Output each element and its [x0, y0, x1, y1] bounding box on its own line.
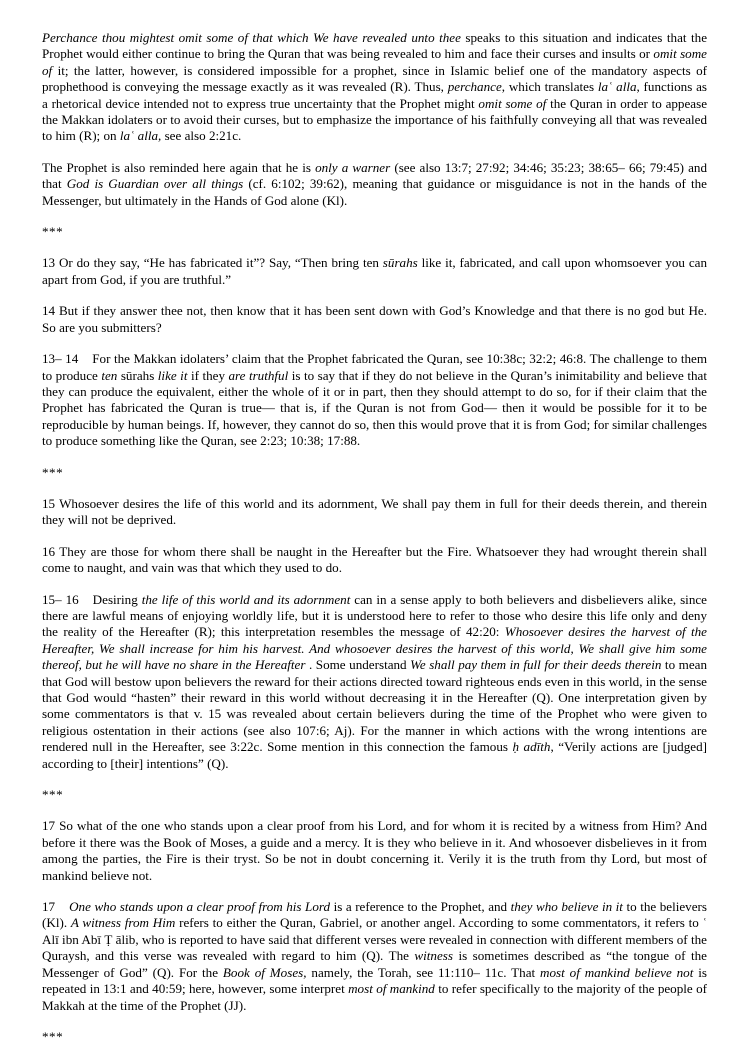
quoted-text: ten [101, 367, 118, 383]
quoted-text: witness [414, 948, 453, 964]
body-text: (cf. 6:102; 39:62), meaning that guidance or misguidance is not in the hands of the Messenger, but ultimately in the Hands of God alone (Kl). [42, 176, 707, 208]
body-text: 14 But if they answer thee not, then know that it has been sent down with God’s Knowledge and that there is no god but He. So are you submitters? [42, 303, 707, 335]
verse-paragraph [42, 544, 707, 577]
body-text: is to say that if they do not believe in the Quran’s inimitability and believe that they can produce the equivalent, either the whole of it or in part, then they should attempt to do so, for if their claim that the Prophet has fabricated the Quran is true— that is, if the Quran is not from God— then it would be possible for it to be reproducible by human beings. If, however, they cannot do so, then this would prove that it is from God; for similar challenges to produce something like the Quran, see 2:23; 10:38; 17:88. [42, 367, 707, 449]
quoted-text: We shall pay them in full for their deeds therein [410, 657, 662, 673]
quoted-text: God is Guardian over all things [66, 176, 244, 192]
quoted-text: One who stands upon a clear proof from his Lord [69, 899, 331, 915]
body-text: to mean that God will bestow upon believers the reward for their actions directed toward righteous ends even in this world, in the sense that God would “hasten” their reward in this world without decreasing it in the Hereafter (Q). One interpretation given by some commentators is that v. 15 was revealed about certain believers during the time of the Prophet who were given to religious ostentation in their actions (see also 107:6; Aj). For the manner in which actions with the wrong intentions are rendered null in the Hereafter, see 3:22c. Some mention in this connection the famous [42, 657, 707, 755]
section-separator: *** [42, 224, 64, 240]
commentary-paragraph [42, 351, 707, 449]
body-text: namely, the Torah, see 11:110– 11c. That [306, 964, 541, 980]
body-text: . Some understand [305, 657, 411, 673]
quoted-text: ḥ adīth [512, 739, 551, 755]
quoted-text: Perchance thou mightest omit some of that which We have revealed unto thee [42, 30, 461, 45]
body-text: to refer specifically to the majority of the people of Makkah at the time of the Prophet (JJ). [42, 981, 707, 1013]
quoted-text: most of mankind [348, 981, 435, 997]
verse-paragraph [42, 496, 707, 529]
body-text: can in a sense apply to both believers and disbelievers alike, since there are lawful means of enjoying worldly life, but it is understood here to refer to those who desire this life only and deny the reality of the Hereafter (R); this interpretation resembles the message of 42:20: [42, 591, 707, 640]
quoted-text: omit some of [42, 46, 707, 78]
quoted-text: Book of Moses, [222, 964, 307, 980]
body-text: if they [187, 367, 229, 383]
section-separator: *** [42, 1028, 64, 1044]
commentary-paragraph [42, 899, 707, 1014]
body-text: 13– 14 [42, 351, 79, 367]
commentary-paragraph [42, 30, 707, 145]
body-text: is repeated in 13:1 and 40:59; here, however, some interpret [42, 964, 707, 997]
quoted-text: sūrahs [382, 255, 418, 271]
document-content [42, 30, 707, 1045]
quoted-text: laʿ alla [597, 79, 637, 95]
body-text: Desiring [92, 591, 142, 607]
body-text: is sometimes described as “the tongue of the Messenger of God” (Q). For the [42, 948, 707, 980]
quoted-text: most of mankind believe not [540, 964, 694, 980]
body-text: 15– 16 [42, 591, 79, 607]
body-text: , which translates [501, 79, 598, 95]
body-text: 17 So what of the one who stands upon a clear proof from his Lord, and for whom it is recited by a witness from Him? And before it there was the Book of Moses, a guide and a mercy. It is they who believe in it. And whosoever disbelieves in it from among the parties, the Fire is their tryst. So be not in doubt concerning it. Verily it is the truth from thy Lord, but most of mankind believe not. [42, 818, 707, 883]
quoted-text: only a warner [315, 159, 391, 175]
quoted-text: the life of this world and its adornment [141, 591, 351, 607]
body-text: For the Makkan idolaters’ claim that the Prophet fabricated the Quran, see 10:38c; 32:2; 46:8. The challenge to them to produce [42, 351, 708, 383]
quoted-text: laʿ alla, [119, 128, 162, 144]
commentary-paragraph [42, 160, 707, 209]
section-separator: *** [42, 464, 64, 480]
quoted-text: like it [157, 367, 188, 383]
verse-paragraph [42, 255, 707, 288]
quoted-text: Whosoever desires the harvest of the Hereafter, We shall increase for him his harvest. And whosoever desires the harvest of this world, We shall give him some thereof, but he will have no share in the Hereafter [42, 624, 707, 673]
quoted-text: perchance [447, 79, 502, 95]
quoted-text: they who believe in it [510, 899, 623, 915]
verse-paragraph [42, 303, 707, 336]
body-text: 13 Or do they say, “He has fabricated it”? Say, “Then bring ten [42, 255, 383, 271]
section-separator: *** [42, 787, 64, 803]
commentary-paragraph [42, 592, 707, 772]
body-text: it; the latter, however, is considered impossible for a prophet, since in Islamic belief one of the mandatory aspects of prophethood is conveying the message exactly as it was revealed (R). Thus, [42, 62, 707, 95]
body-text: see also 2:21c. [161, 128, 242, 144]
body-text: , functions as a rhetorical device intended not to express true uncertainty that the Prophet might [42, 79, 707, 111]
body-text: The Prophet is also reminded here again that he is [42, 159, 316, 175]
verse-paragraph [42, 818, 707, 884]
quoted-text: are truthful [228, 367, 289, 383]
body-text: to the believers (Kl). [42, 899, 707, 931]
body-text: refers to either the Quran, Gabriel, or another angel. According to some commentators, it refers to ʿ Alī ibn Abī Ṭ ālib, who is reported to have said that different verses were revealed in connection with different members of the Quraysh, and this verse was revealed with regard to him (Q). The [42, 915, 707, 964]
body-text: 17 [42, 899, 56, 915]
body-text: speaks to this situation and indicates that the Prophet would either continue to bring the Quran that was being revealed to him and face their curses and insults or [42, 30, 707, 62]
body-text: is a reference to the Prophet, and [330, 899, 511, 915]
body-text: like it, fabricated, and call upon whomsoever you can apart from God, if you are truthful.” [42, 255, 707, 287]
quoted-text: A witness from Him [70, 915, 176, 931]
body-text: , “Verily actions are [judged] according to [their] intentions” (Q). [42, 739, 707, 771]
quoted-text: omit some of [478, 95, 547, 111]
body-text: 16 They are those for whom there shall be naught in the Hereafter but the Fire. Whatsoever they had wrought therein shall come to naught, and vain was that which they used to do. [42, 543, 707, 576]
body-text: 15 Whosoever desires the life of this world and its adornment, We shall pay them in full for their deeds therein, and therein they will not be deprived. [42, 495, 707, 528]
body-text: (see also 13:7; 27:92; 34:46; 35:23; 38:65– 66; 79:45) and that [42, 159, 707, 192]
body-text: the Quran in order to appease the Makkan idolaters or to avoid their curses, but to emphasize the importance of his faithfully conveying all that was revealed to him (R); on [42, 95, 707, 144]
body-text: sūrahs [117, 367, 158, 383]
